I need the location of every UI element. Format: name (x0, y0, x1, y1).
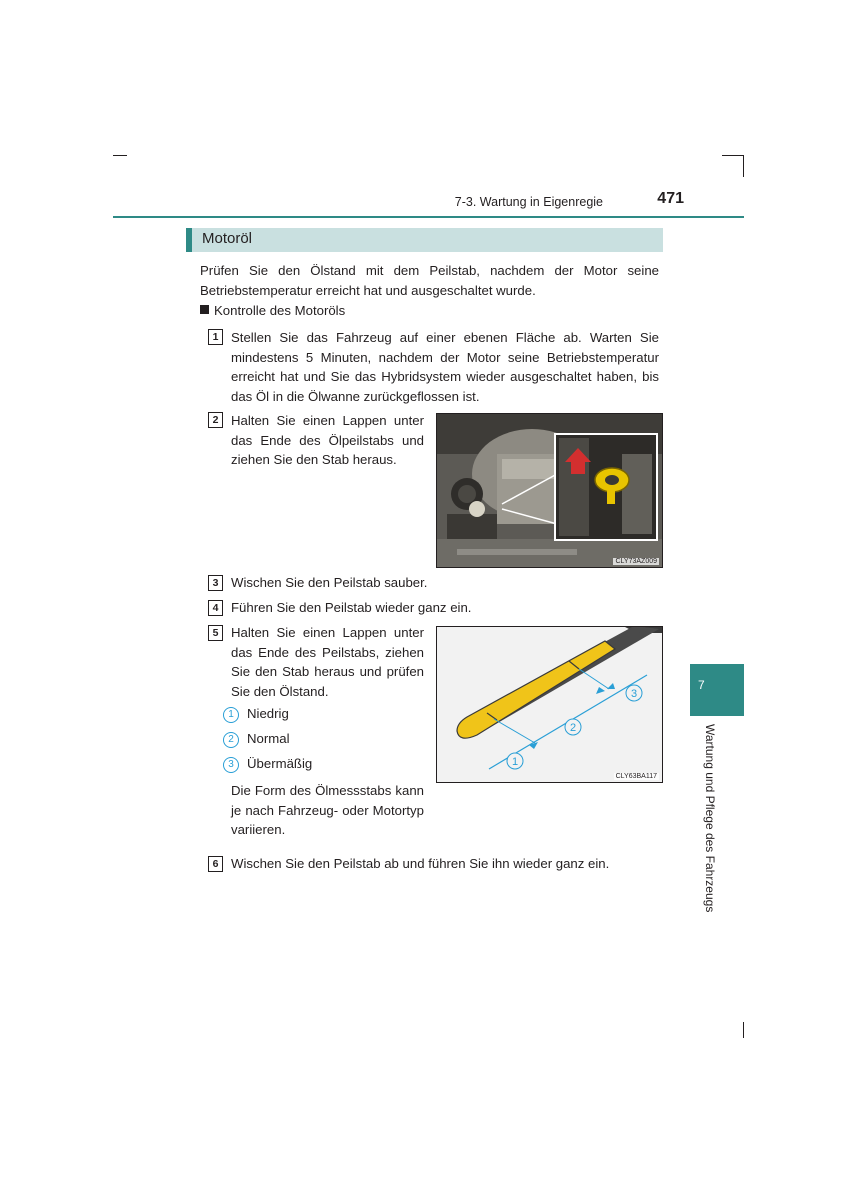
header-rule (113, 216, 744, 218)
step-text-6: Wischen Sie den Peilstab ab und führen Sie ihn wieder ganz ein. (231, 856, 610, 871)
svg-text:1: 1 (511, 756, 519, 768)
square-bullet-icon (200, 305, 209, 314)
step-text-2: Halten Sie einen Lappen unter das Ende des Ölpeilstabs und ziehen Sie den Stab heraus. (231, 413, 424, 467)
crop-mark-top-right-v (743, 155, 744, 177)
page-number: 471 (657, 190, 684, 207)
intro-paragraph: Prüfen Sie den Ölstand mit dem Peilstab, nachdem der Motor seine Betriebstemperatur erreicht hat und ausgeschaltet wurde. (200, 263, 659, 298)
chapter-title: Wartung und Pflege des Fahrzeugs (703, 724, 717, 913)
level-marker-1: 1 (223, 707, 239, 723)
step-number-5: 5 (208, 625, 223, 641)
step-number-2: 2 (208, 412, 223, 428)
step-number-4: 4 (208, 600, 223, 616)
figure-code-engine: CLY73AZ009 (615, 558, 657, 565)
crop-mark-top-left (113, 155, 127, 156)
level-label-3: Übermäßig (247, 756, 313, 771)
dipstick-note: Die Form des Ölmessstabs kann je nach Fahrzeug- oder Motortyp variieren. (231, 783, 424, 837)
step-number-1: 1 (208, 329, 223, 345)
step-text-4: Führen Sie den Peilstab wieder ganz ein. (231, 600, 472, 615)
level-marker-3: 3 (223, 757, 239, 773)
dipstick-illustration (437, 627, 663, 783)
step-number-6: 6 (208, 856, 223, 872)
subheading (200, 303, 345, 318)
level-label-2: Normal (247, 731, 290, 746)
crop-mark-top-right-h (722, 155, 744, 156)
section-heading: Motoröl (202, 230, 253, 247)
step-text-5: Halten Sie einen Lappen unter das Ende des Peilstabs, ziehen Sie den Stab heraus und prüfen Sie den Ölstand. (231, 625, 424, 699)
step-number-3: 3 (208, 575, 223, 591)
svg-text:2: 2 (569, 722, 577, 734)
chapter-tab (690, 664, 744, 716)
figure-code-dipstick: CLY63BA117 (615, 773, 657, 780)
chapter-number: 7 (698, 678, 705, 692)
level-label-1: Niedrig (247, 706, 289, 721)
svg-text:3: 3 (630, 688, 638, 700)
section-heading-bar (186, 228, 663, 252)
engine-bay-illustration (437, 414, 663, 568)
step-text-1: Stellen Sie das Fahrzeug auf einer ebenen Fläche ab. Warten Sie mindestens 5 Minuten, nachdem der Motor seine Betriebstemperatur erreicht hat und Sie das Hybridsystem wieder ausgeschaltet haben, bis das Öl in die Ölwanne zurückgeflossen ist. (231, 330, 659, 404)
engine-bay-figure (436, 413, 663, 568)
running-header-section: 7-3. Wartung in Eigenregie (454, 195, 603, 209)
subheading-text: Kontrolle des Motoröls (214, 303, 346, 318)
dipstick-figure (436, 626, 663, 783)
level-marker-2: 2 (223, 732, 239, 748)
step-text-3: Wischen Sie den Peilstab sauber. (231, 575, 428, 590)
crop-mark-bottom-right (743, 1022, 744, 1038)
